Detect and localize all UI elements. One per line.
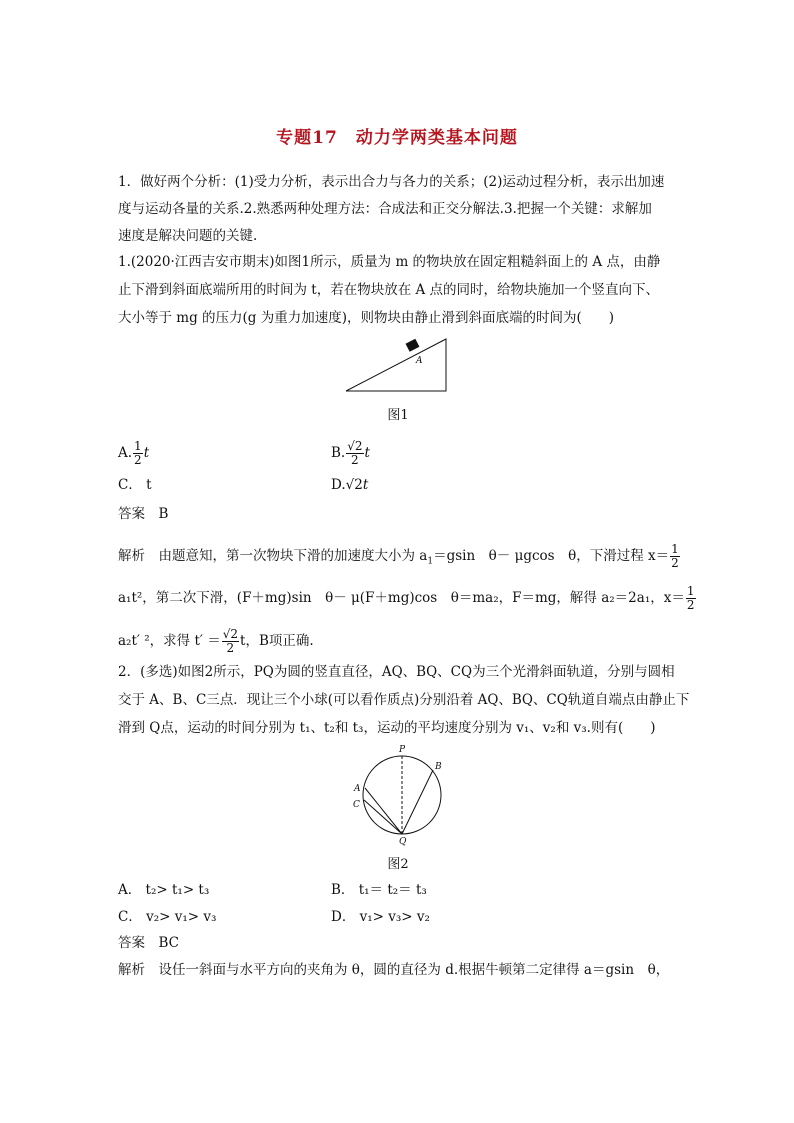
q2-option-b: B． t₁＝ t₂＝ t₃: [331, 882, 427, 898]
intro-line-1: 1．做好两个分析：(1)受力分析，表示出合力与各力的关系；(2)运动过程分析，表示出加速: [118, 174, 665, 190]
q1-line-2: 止下滑到斜面底端所用的时间为 t，若在物块放在 A 点的同时，给物块施加一个竖直向下、: [118, 282, 660, 298]
q1-line-3: 大小等于 mg 的压力(g 为重力加速度)，则物块由静止滑到斜面底端的时间为( ): [118, 310, 615, 326]
q1-explanation-line-2: a₁t²，第二次下滑，(F＋mg)sin θ－ μ(F＋mg)cos θ＝ma₂，F＝mg，解得 a₂＝2a₁，x＝ $\frac{1}{2}$: [118, 584, 695, 612]
q2-option-a: A． t₂> t₁> t₃: [118, 882, 210, 898]
q2-explanation-line-1: 解析 设任一斜面与水平方向的夹角为 θ，圆的直径为 d.根据牛顿第二定律得 a＝gsin θ，: [118, 962, 670, 978]
block: [406, 339, 420, 352]
incline-triangle: [346, 339, 446, 391]
label-b: B: [435, 762, 442, 772]
q1-option-c: C． t: [118, 477, 152, 493]
q2-option-c: C． v₂> v₁> v₃: [118, 909, 217, 925]
fig1-label-a: A: [416, 356, 423, 366]
q1-option-b: B. $\frac{√2}{2}$ t: [331, 439, 370, 467]
figure-1-caption: 图1: [387, 408, 409, 423]
q2-line-3: 滑到 Q点，运动的时间分别为 t₁、t₂和 t₃，运动的平均速度分别为 v₁、v₂和 v₃.则有( ): [118, 720, 656, 736]
q2-option-d: D． v₁> v₃> v₂: [331, 909, 430, 925]
q2-line-2: 交于 A、B、C三点．现让三个小球(可以看作质点)分别沿着 AQ、BQ、CQ轨道自端点由静止下: [118, 692, 690, 708]
figure-2-caption: 图2: [387, 857, 409, 872]
q1-explanation-line-3: a₂t′ ²，求得 t′ ＝ $\frac{√2}{2}$ t，B项正确.: [118, 627, 314, 655]
label-q: Q: [399, 837, 407, 847]
q1-answer: 答案 B: [118, 506, 169, 522]
page-title: 专题17 动力学两类基本问题: [276, 128, 518, 148]
chord-aq: [365, 788, 402, 834]
q1-explanation-line-1: 解析 由题意知，第一次物块下滑的加速度大小为 $a_1=gsin$ θ－ μgcos θ，下滑过程 x＝ $\frac{1}{2}$: [118, 542, 679, 570]
figure-1-incline: [340, 335, 450, 395]
q1-line-1: 1.(2020·江西吉安市期末)如图1所示，质量为 m 的物块放在固定粗糙斜面上的 A 点，由静: [118, 254, 661, 270]
label-c: C: [353, 800, 360, 810]
label-p: P: [399, 745, 406, 755]
intro-line-2: 度与运动各量的关系.2.熟悉两种处理方法：合成法和正交分解法.3.把握一个关键：求解加: [118, 201, 652, 217]
q1-option-a: A. $\frac{1}{2}$ t: [118, 439, 150, 467]
q2-line-1: 2．(多选)如图2所示，PQ为圆的竖直直径，AQ、BQ、CQ为三个光滑斜面轨道，分别与圆相: [118, 664, 675, 680]
figure-2-circle: [345, 740, 455, 850]
q2-answer: 答案 BC: [118, 935, 180, 951]
label-a: A: [354, 784, 361, 794]
q1-option-d: D.√2t: [331, 477, 369, 493]
intro-line-3: 速度是解决问题的关键.: [118, 228, 258, 244]
